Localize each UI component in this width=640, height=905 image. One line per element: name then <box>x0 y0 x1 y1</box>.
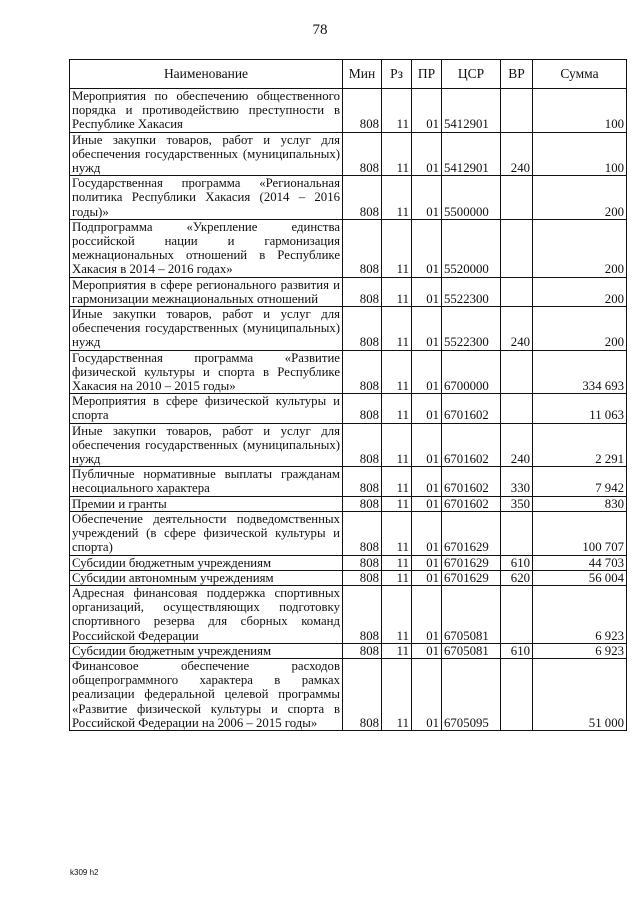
cell-min: 808 <box>343 585 382 643</box>
cell-pr: 01 <box>412 394 442 423</box>
cell-rz: 11 <box>382 350 412 394</box>
footer-code: k309 h2 <box>70 868 99 877</box>
cell-min: 808 <box>343 555 382 570</box>
cell-min: 808 <box>343 176 382 220</box>
cell-csr: 5412901 <box>442 132 501 176</box>
cell-min: 808 <box>343 132 382 176</box>
cell-csr: 5522300 <box>442 277 501 306</box>
cell-vr <box>501 585 533 643</box>
cell-sum: 200 <box>533 219 627 277</box>
cell-rz: 11 <box>382 585 412 643</box>
table-row <box>70 350 627 394</box>
cell-sum: 334 693 <box>533 350 627 394</box>
cell-csr: 5500000 <box>442 176 501 220</box>
cell-min: 808 <box>343 511 382 555</box>
table-row <box>70 496 627 511</box>
cell-csr: 6701629 <box>442 555 501 570</box>
cell-sum: 7 942 <box>533 467 627 496</box>
cell-csr: 5412901 <box>442 89 501 133</box>
cell-pr: 01 <box>412 219 442 277</box>
cell-vr <box>501 511 533 555</box>
cell-vr: 240 <box>501 423 533 467</box>
cell-sum: 100 <box>533 132 627 176</box>
cell-vr: 330 <box>501 467 533 496</box>
cell-csr: 6701602 <box>442 394 501 423</box>
cell-csr: 6701629 <box>442 570 501 585</box>
cell-csr: 6701629 <box>442 511 501 555</box>
cell-rz: 11 <box>382 89 412 133</box>
cell-min: 808 <box>343 496 382 511</box>
cell-csr: 6701602 <box>442 423 501 467</box>
cell-csr: 6705095 <box>442 658 501 730</box>
cell-name: Мероприятия по обеспечению общественного порядка и противодействию преступности в Республике Хакасия <box>70 89 343 133</box>
cell-vr: 350 <box>501 496 533 511</box>
header-csr: ЦСР <box>442 60 501 89</box>
cell-pr: 01 <box>412 350 442 394</box>
cell-csr: 5520000 <box>442 219 501 277</box>
cell-rz: 11 <box>382 394 412 423</box>
cell-name: Обеспечение деятельности подведомственных учреждений (в сфере физической культуры и спорта) <box>70 511 343 555</box>
header-pr: ПР <box>412 60 442 89</box>
cell-sum: 6 923 <box>533 585 627 643</box>
cell-rz: 11 <box>382 658 412 730</box>
cell-sum: 100 <box>533 89 627 133</box>
cell-rz: 11 <box>382 643 412 658</box>
cell-vr <box>501 89 533 133</box>
table-row <box>70 658 627 730</box>
cell-sum: 830 <box>533 496 627 511</box>
cell-name: Финансовое обеспечение расходов общепрограммного характера в рамках реализации федеральной целевой программы «Развитие физической культуры и спорта в Российской Федерации на 2006 – 2015 годы» <box>70 658 343 730</box>
header-sum: Сумма <box>533 60 627 89</box>
cell-pr: 01 <box>412 555 442 570</box>
cell-name: Иные закупки товаров, работ и услуг для обеспечения государственных (муниципальных) нужд <box>70 132 343 176</box>
cell-rz: 11 <box>382 511 412 555</box>
cell-min: 808 <box>343 467 382 496</box>
cell-vr <box>501 219 533 277</box>
cell-sum: 200 <box>533 277 627 306</box>
cell-min: 808 <box>343 89 382 133</box>
cell-sum: 200 <box>533 176 627 220</box>
table-row <box>70 511 627 555</box>
cell-pr: 01 <box>412 467 442 496</box>
cell-name: Иные закупки товаров, работ и услуг для обеспечения государственных (муниципальных) нужд <box>70 307 343 351</box>
cell-pr: 01 <box>412 423 442 467</box>
cell-min: 808 <box>343 219 382 277</box>
cell-sum: 11 063 <box>533 394 627 423</box>
table-row <box>70 89 627 133</box>
budget-table <box>69 59 627 731</box>
cell-vr <box>501 658 533 730</box>
table-row <box>70 643 627 658</box>
cell-vr: 610 <box>501 555 533 570</box>
header-min: Мин <box>343 60 382 89</box>
table-row <box>70 570 627 585</box>
table-row <box>70 176 627 220</box>
cell-min: 808 <box>343 350 382 394</box>
cell-rz: 11 <box>382 496 412 511</box>
cell-pr: 01 <box>412 132 442 176</box>
cell-vr <box>501 394 533 423</box>
table-row <box>70 555 627 570</box>
table-row <box>70 423 627 467</box>
cell-min: 808 <box>343 277 382 306</box>
cell-rz: 11 <box>382 277 412 306</box>
cell-min: 808 <box>343 658 382 730</box>
cell-sum: 56 004 <box>533 570 627 585</box>
cell-rz: 11 <box>382 219 412 277</box>
cell-name: Государственная программа «Развитие физической культуры и спорта в Республике Хакасия на 2010 – 2015 годы» <box>70 350 343 394</box>
cell-pr: 01 <box>412 643 442 658</box>
cell-name: Подпрограмма «Укрепление единства российской нации и гармонизация межнациональных отношений в Республике Хакасия в 2014 – 2016 годах» <box>70 219 343 277</box>
cell-name: Субсидии автономным учреждениям <box>70 570 343 585</box>
cell-csr: 6701602 <box>442 467 501 496</box>
cell-min: 808 <box>343 643 382 658</box>
cell-pr: 01 <box>412 176 442 220</box>
cell-pr: 01 <box>412 585 442 643</box>
cell-rz: 11 <box>382 467 412 496</box>
table-row <box>70 277 627 306</box>
cell-vr: 620 <box>501 570 533 585</box>
cell-csr: 6701602 <box>442 496 501 511</box>
cell-csr: 6700000 <box>442 350 501 394</box>
cell-pr: 01 <box>412 658 442 730</box>
header-vr: ВР <box>501 60 533 89</box>
cell-vr <box>501 277 533 306</box>
table-body <box>70 89 627 731</box>
cell-rz: 11 <box>382 176 412 220</box>
cell-vr: 240 <box>501 132 533 176</box>
cell-vr: 610 <box>501 643 533 658</box>
header-name: Наименование <box>70 60 343 89</box>
cell-sum: 200 <box>533 307 627 351</box>
table-row <box>70 394 627 423</box>
cell-pr: 01 <box>412 277 442 306</box>
cell-min: 808 <box>343 570 382 585</box>
cell-name: Субсидии бюджетным учреждениям <box>70 643 343 658</box>
cell-csr: 6705081 <box>442 585 501 643</box>
cell-min: 808 <box>343 423 382 467</box>
table-row <box>70 467 627 496</box>
cell-vr <box>501 176 533 220</box>
cell-csr: 5522300 <box>442 307 501 351</box>
cell-min: 808 <box>343 394 382 423</box>
cell-rz: 11 <box>382 307 412 351</box>
cell-pr: 01 <box>412 307 442 351</box>
cell-name: Мероприятия в сфере физической культуры и спорта <box>70 394 343 423</box>
cell-pr: 01 <box>412 570 442 585</box>
cell-name: Субсидии бюджетным учреждениям <box>70 555 343 570</box>
table-row <box>70 307 627 351</box>
cell-vr <box>501 350 533 394</box>
cell-sum: 6 923 <box>533 643 627 658</box>
cell-pr: 01 <box>412 511 442 555</box>
cell-sum: 100 707 <box>533 511 627 555</box>
page-number: 78 <box>312 22 328 38</box>
table-row <box>70 132 627 176</box>
cell-name: Премии и гранты <box>70 496 343 511</box>
table-row <box>70 219 627 277</box>
cell-min: 808 <box>343 307 382 351</box>
cell-name: Мероприятия в сфере регионального развития и гармонизации межнациональных отношений <box>70 277 343 306</box>
cell-rz: 11 <box>382 423 412 467</box>
cell-name: Государственная программа «Региональная политика Республики Хакасия (2014 – 2016 годы)» <box>70 176 343 220</box>
cell-csr: 6705081 <box>442 643 501 658</box>
cell-name: Иные закупки товаров, работ и услуг для обеспечения государственных (муниципальных) нужд <box>70 423 343 467</box>
cell-sum: 51 000 <box>533 658 627 730</box>
cell-rz: 11 <box>382 555 412 570</box>
cell-rz: 11 <box>382 570 412 585</box>
cell-sum: 2 291 <box>533 423 627 467</box>
cell-rz: 11 <box>382 132 412 176</box>
header-rz: Рз <box>382 60 412 89</box>
table-row <box>70 585 627 643</box>
cell-name: Адресная финансовая поддержка спортивных организаций, осуществляющих подготовку спортивного резерва для сборных команд Российской Федерации <box>70 585 343 643</box>
cell-pr: 01 <box>412 496 442 511</box>
cell-sum: 44 703 <box>533 555 627 570</box>
cell-pr: 01 <box>412 89 442 133</box>
cell-name: Публичные нормативные выплаты гражданам несоциального характера <box>70 467 343 496</box>
header-row <box>70 60 627 89</box>
cell-vr: 240 <box>501 307 533 351</box>
